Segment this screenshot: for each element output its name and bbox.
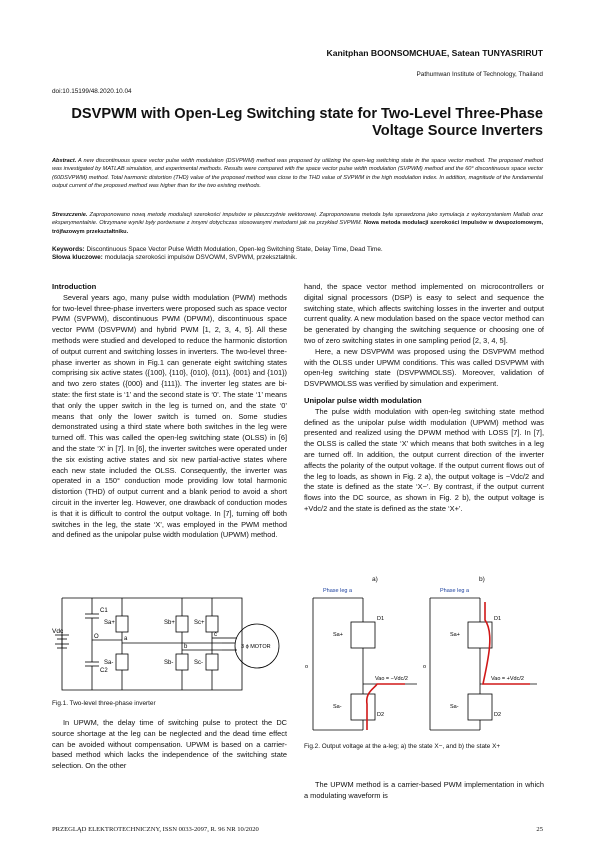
keywords-text: Discontinuous Space Vector Pulse Width Modulation, Open-leg Switching State, Delay Time, Dead Time.	[84, 246, 383, 253]
label-c2: C2	[100, 668, 108, 674]
sa-minus-b: Sa-	[450, 704, 459, 710]
label-c1: C1	[100, 608, 108, 614]
right-paragraph-1: hand, the space vector method implemented on microcontrollers or digital signal processors (DSP) is easy to select and sequence the switching state, which affects switching losses in the inverter and output current quality. A new modulation based on the space vector method can be generated by changing the switching sequence or choosing one of two of zero switching states in one sampling period [2, 3, 4, 5].	[304, 282, 544, 345]
figure-2-open-leg	[305, 584, 545, 739]
right-paragraph-4: The UPWM method is a carrier-based PWM implementation in which a modulating waveform is	[304, 780, 544, 800]
label-o: O	[94, 634, 99, 640]
label-b: b	[184, 644, 188, 650]
label-c: c	[214, 632, 217, 638]
intro-continued	[52, 718, 287, 772]
affiliation: Pathumwan Institute of Technology, Thailand	[416, 71, 543, 78]
keywords-label: Keywords:	[52, 246, 85, 253]
label-sc-minus: Sc-	[194, 660, 203, 666]
phase-leg-a-label: Phase leg a	[323, 588, 353, 594]
d2-b: D2	[494, 712, 502, 718]
streszczenie-text: Zaproponowano nową metodę modulacji szerokości impulsów w płaszczyźnie wektorowej. Zaproponowana metoda była sprawdzona jako symulacja z wykorzystaniem Matlab oraz eksperymentalnie. Otrzymane wyniki były porównane z innymi dotychczas stosowanymi metodami jak na przykład SVPWM.	[52, 212, 543, 227]
abstract-lead: Abstract.	[52, 158, 77, 164]
phase-leg-b-label: Phase leg a	[440, 588, 470, 594]
figure-2-caption: Fig.2. Output voltage at the a-leg; a) the state X−, and b) the state X+	[304, 743, 501, 750]
label-sa-plus: Sa+	[104, 620, 115, 626]
sa-plus-a: Sa+	[333, 632, 343, 638]
doi: doi:10.15199/48.2020.10.04	[52, 88, 132, 95]
label-vdc: Vdc	[52, 628, 64, 635]
open-leg-diagram	[305, 584, 545, 739]
upwm-heading: Unipolar pulse width modulation	[304, 395, 422, 405]
footer-journal: PRZEGLĄD ELEKTROTECHNICZNY, ISSN 0033-2097, R. 96 NR 10/2020	[52, 826, 259, 833]
sa-minus-a: Sa-	[333, 704, 342, 710]
d1-b: D1	[494, 616, 502, 622]
figure-1-inverter	[52, 590, 292, 698]
streszczenie-title: Nowa metoda modulacji szerokości impulsów w dwupoziomowym, trójfazowym przekształtniku.	[52, 220, 544, 235]
intro-heading: Introduction	[52, 282, 97, 291]
inverter-circuit-diagram	[52, 590, 292, 698]
figure-2a-label: a)	[372, 576, 378, 583]
current-path-b	[483, 602, 530, 684]
page-number: 25	[536, 826, 543, 833]
intro-paragraph-1: Several years ago, many pulse width modulation (PWM) methods for two-level three-phase inverters were proposed such as space vector PWM (SVPWM), discontinuous PWM (DPWM), discontinuous space vector PWM (DSVPWM) and hybrid PWM [1, 2, 3, 4, 5]. All these methods were studied and developed to reduce the harmonic distortion of output current and switching losses in inverters. The two-level three-phase inverter as shown in Fig.1 can generate eight switching states comprising six active states ({100}, {110}, {010}, {011}, {001} and {101}) and two zero states ({000} and {111}). The inverter leg states are bi-state: the first state is ‘1’ and the second state is ‘0’. The state ‘1’ means that only the upper switch in the leg is turned on, and the state ‘0’ means that only the lower switch is turned on. Some studies demonstrated using a third state where both switches in the leg were turned off. This was called the open-leg switching state (OLSS) in [6] and the state ‘X’ in [7]. In [6], the inverter switches were operated under the six existing active states and six new partial-active states where each new state included the OLSS. Consequently, the inverter was operated in a 150° conduction mode providing low total harmonic distortion (THD) of output current and a blank period to avoid a short circuit in the inverter leg. However, one drawback of conduction modes is that it is difficult to control the output voltage. In [7], turning off both switches in the leg, the state ‘X’, was employed in the PWM method and defined as the unipolar pulse width modulation (UPWM) method.	[52, 292, 287, 540]
vao-a: Vao = −Vdc/2	[375, 676, 408, 682]
right-paragraph-2: Here, a new DSVPWM was proposed using the DSVPWM method with the OLSS under UPWM conditions. This was called DSVPWM with open-leg switching state (DSVPWMOLSS). Moreover, validation of DSVPWMOLSS was verified by simulation and experiment.	[304, 346, 544, 389]
label-sa-minus: Sa-	[104, 660, 114, 666]
figure-1-caption: Fig.1. Two-level three-phase inverter	[52, 700, 156, 707]
vao-b: Vao = +Vdc/2	[491, 676, 524, 682]
right-column	[304, 282, 544, 515]
d2-a: D2	[377, 712, 385, 718]
intro-section	[52, 282, 287, 541]
label-sc-plus: Sc+	[194, 620, 205, 626]
right-paragraph-3: The pulse width modulation with open-leg switching state method defined as the unipolar pulse width modulation (UPWM) method was presented and realized using the DPWM method with LOSS [7]. In [7], the OLSS is called the state ‘X’ which means that both switches in a leg are turned off. In addition, the output current direction of the inverter affects the polarity of the output voltage. If the output current flows out of the leg to loads, as shown in Fig. 2 a), the output voltage is −Vdc/2 and the state is defined as the state ‘X−’. By contrast, if the output current flows into the DC source, as shown in Fig. 2 b), the output voltage is +Vdc/2 and the state is defined as the state ‘X+’.	[304, 406, 544, 513]
label-sb-minus: Sb-	[164, 660, 174, 666]
keywords-pl-text: modulacja szerokości impulsów DSVOWM, SVPWM, przekształtnik.	[102, 254, 298, 262]
right-column-continued	[304, 780, 544, 802]
streszczenie-lead: Streszczenie.	[52, 212, 88, 218]
abstract	[52, 157, 543, 190]
label-sb-plus: Sb+	[164, 620, 175, 626]
o-a: o	[305, 664, 309, 670]
sa-plus-b: Sa+	[450, 632, 460, 638]
abstract-text: A new discontinuous space vector pulse width modulation (DSVPWM) method was proposed by utilizing the open-leg switching state in the space vector method. The proposed method was investigated by MATLAB simulation, and experimental methods. Results were compared with the space vector pulse width modulation (SVPWM) method and the 60° discontinuous space vector (60DSVPWM) method. Total harmonic distortion (THD) value of the proposed method was close to the THD value of SVPWM in the high modulation index. In addition, magnitude of the fundamental output current of the proposed method was higher than for the two existing methods.	[52, 158, 543, 189]
paper-title: DSVPWM with Open-Leg Switching state for Two-Level Three-Phase Voltage Source Inverters	[71, 106, 543, 139]
o-b: o	[423, 664, 427, 670]
d1-a: D1	[377, 616, 385, 622]
label-motor: 3 ϕ MOTOR	[241, 644, 271, 650]
current-path-a	[367, 684, 405, 730]
label-a: a	[124, 636, 128, 642]
keywords-pl-label: Słowa kluczowe:	[52, 254, 103, 262]
authors: Kanitphan BOONSOMCHUAE, Satean TUNYASRIRUT	[326, 48, 543, 58]
keywords	[52, 246, 543, 263]
streszczenie	[52, 211, 543, 236]
intro-paragraph-2: In UPWM, the delay time of switching pulse to protect the DC source shortage at the leg can be neglected and the dead time effect can be avoided without compensation. UPWM is based on a carrier-based method which lacks the independence of the switching state selection. On the other	[52, 718, 287, 771]
figure-2b-label: b)	[479, 576, 485, 583]
